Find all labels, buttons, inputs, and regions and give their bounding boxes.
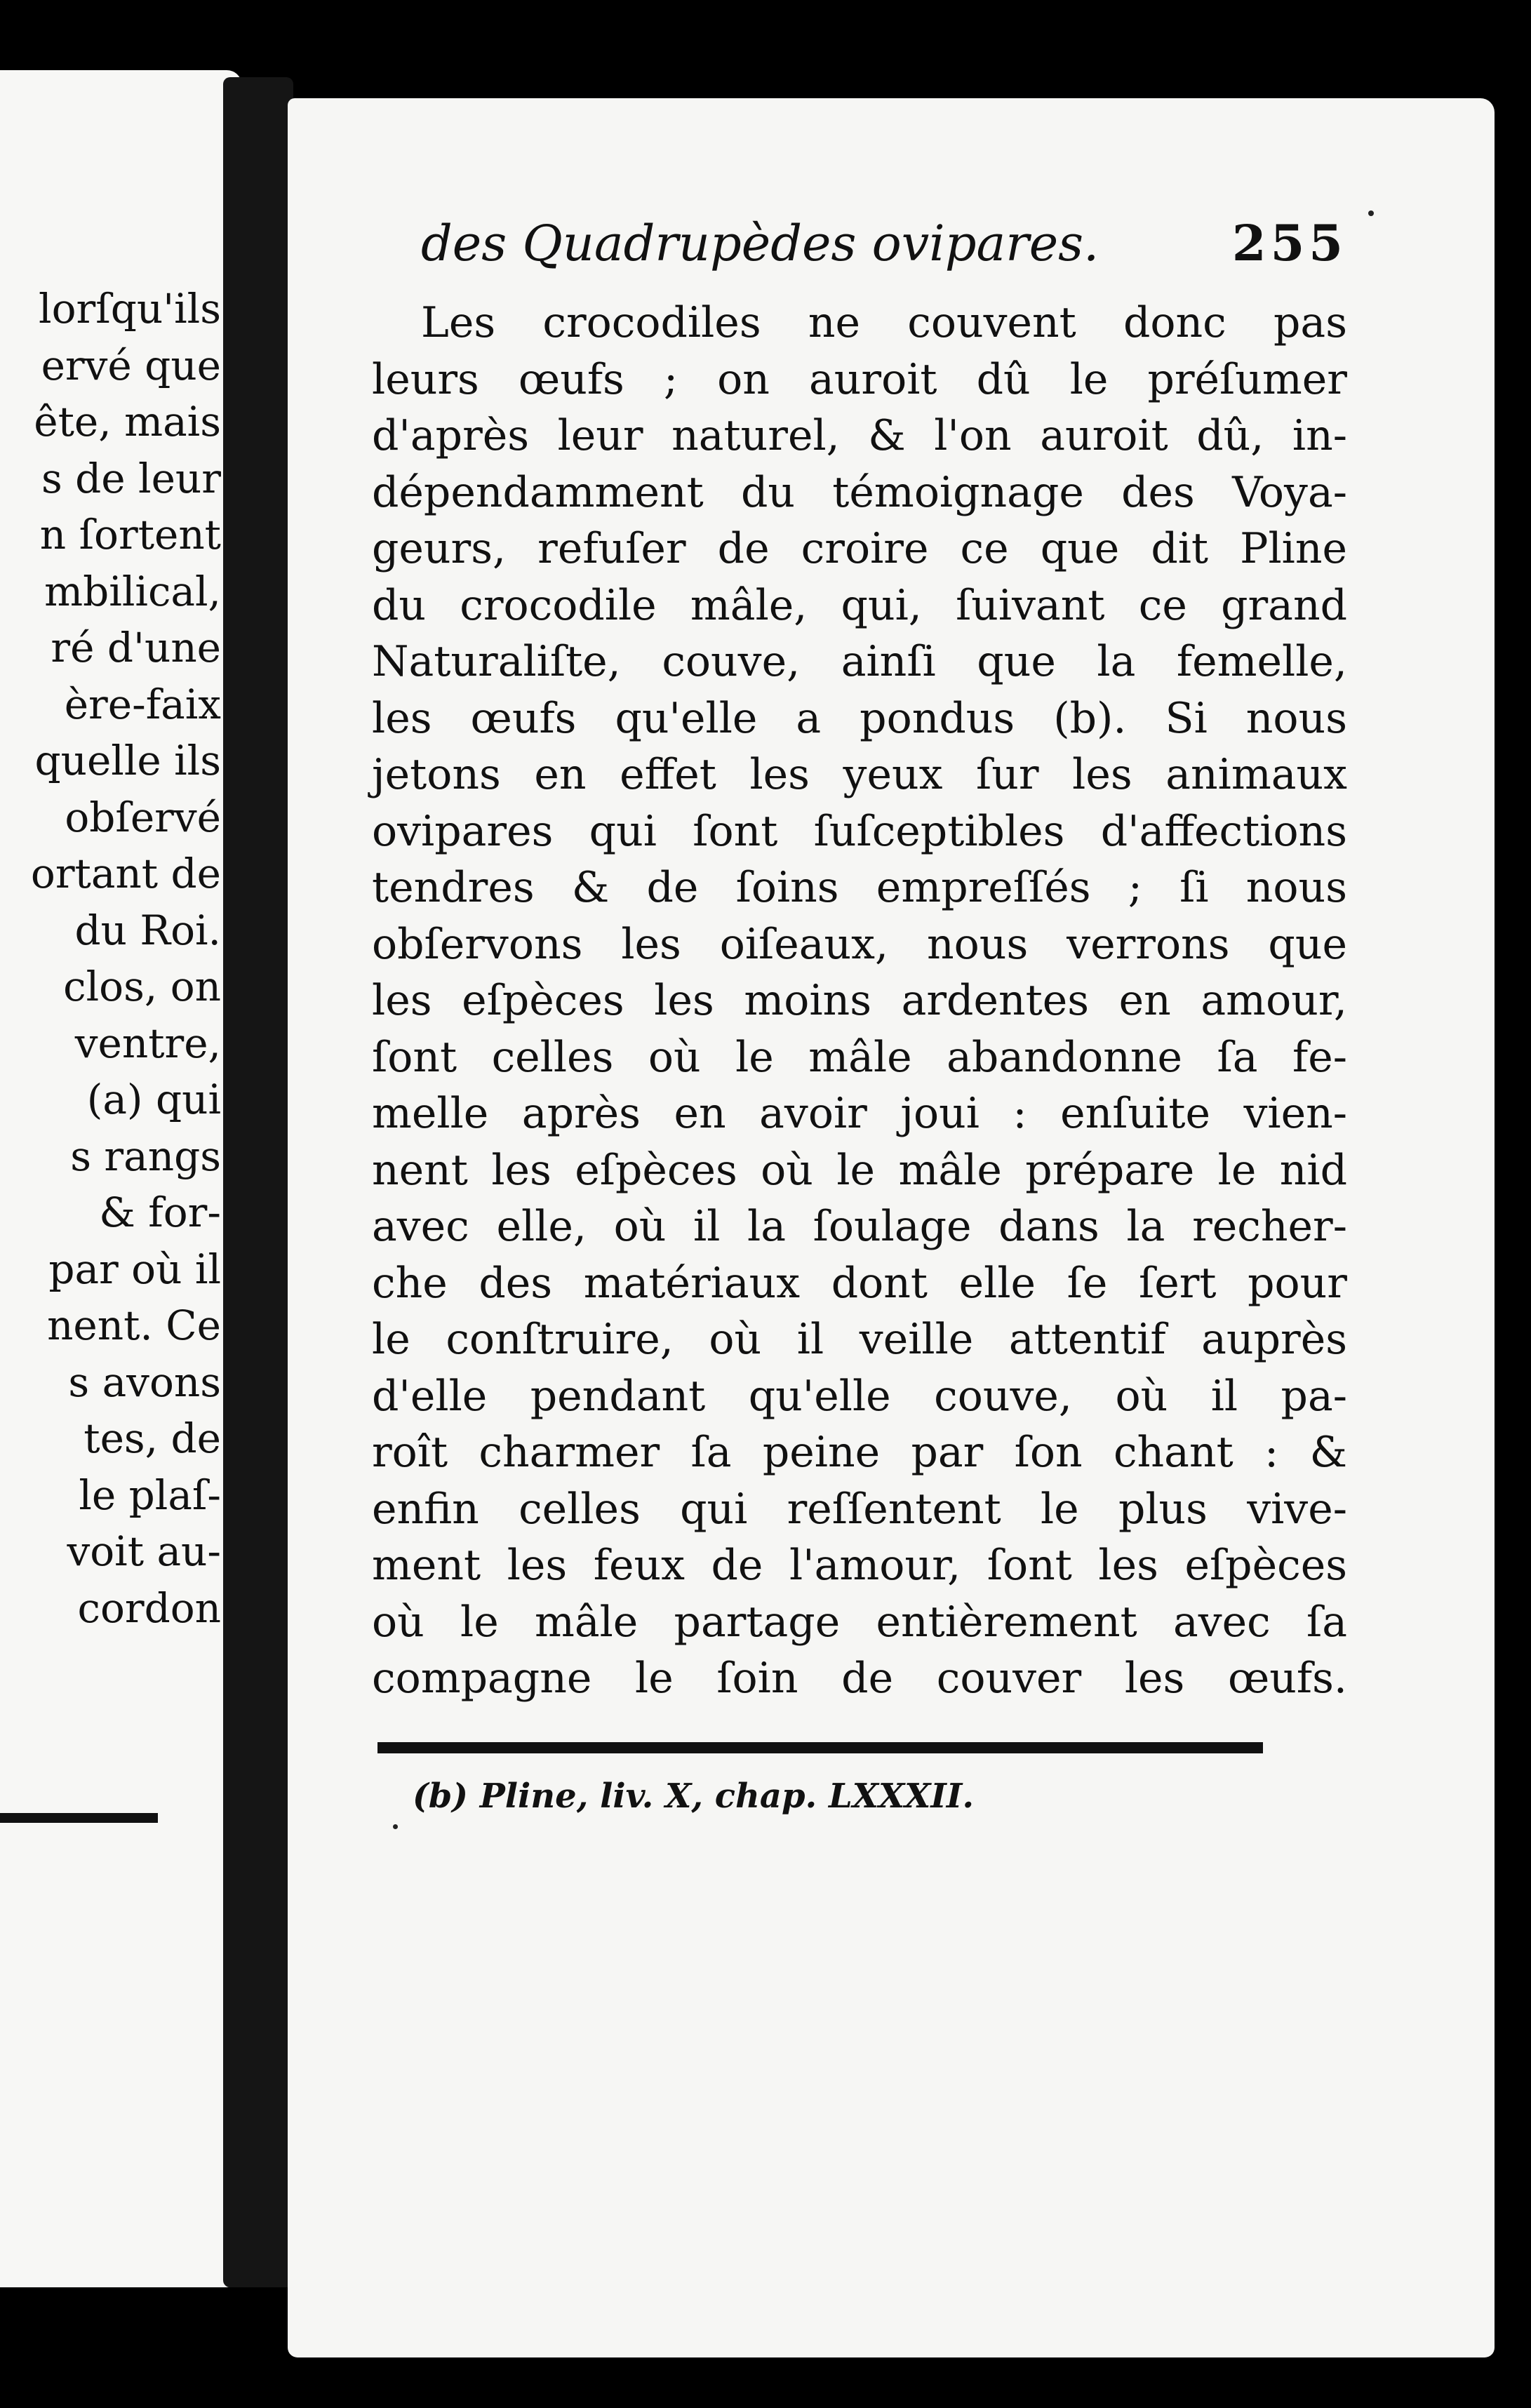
book-gutter bbox=[223, 77, 293, 2287]
body-line: jetons en effet les yeux ſur les animaux bbox=[372, 750, 1347, 799]
left-page bbox=[0, 70, 242, 2287]
left-page-line: nent. Ce bbox=[47, 1302, 221, 1349]
body-line: Les crocodiles ne couvent donc pas bbox=[421, 298, 1347, 347]
left-page-line: ré d'une bbox=[51, 624, 221, 671]
body-line: che des matériaux dont elle ſe ſert pour bbox=[372, 1258, 1347, 1308]
left-page-line: n ſortent bbox=[39, 511, 221, 558]
left-page-line: quelle ils bbox=[34, 737, 221, 784]
body-line: melle après en avoir joui : enſuite vien- bbox=[372, 1089, 1347, 1138]
left-page-line: mbilical, bbox=[44, 567, 221, 615]
left-page-line: ervé que bbox=[41, 341, 221, 389]
left-page-line: tes, de bbox=[83, 1414, 221, 1462]
body-line: obſervons les oiſeaux, nous verrons que bbox=[372, 919, 1347, 969]
body-line: ovipares qui ſont ſuſceptibles d'affections bbox=[372, 806, 1347, 856]
body-line: avec elle, où il la ſoulage dans la recher- bbox=[372, 1202, 1347, 1251]
left-page-text bbox=[0, 281, 221, 1636]
body-line: ment les feux de l'amour, ſont les eſpèces bbox=[372, 1541, 1347, 1590]
left-page-line: (a) qui bbox=[86, 1076, 221, 1123]
footnote-rule bbox=[377, 1742, 1263, 1753]
body-line: enfin celles qui reſſentent le plus vive- bbox=[372, 1484, 1347, 1534]
left-page-line: obſervé bbox=[65, 793, 221, 841]
body-line: d'après leur naturel, & l'on auroit dû, in- bbox=[372, 411, 1347, 460]
ink-speck bbox=[1368, 210, 1374, 216]
body-line: du crocodile mâle, qui, ſuivant ce grand bbox=[372, 580, 1347, 630]
body-line: roît charmer ſa peine par ſon chant : & bbox=[372, 1428, 1347, 1477]
body-line: où le mâle partage entièrement avec ſa bbox=[372, 1597, 1347, 1647]
left-page-line: le plaſ- bbox=[79, 1471, 221, 1519]
left-page-line: s rangs bbox=[70, 1132, 221, 1180]
body-line: Naturaliſte, couve, ainſi que la femelle, bbox=[372, 637, 1347, 686]
left-page-line: ère-faix bbox=[64, 680, 221, 728]
left-page-line: s de leur bbox=[41, 454, 221, 502]
body-line: compagne le ſoin de couver les œufs. bbox=[372, 1654, 1347, 1703]
page-number: 255 bbox=[1231, 214, 1347, 272]
body-line: les eſpèces les moins ardentes en amour, bbox=[372, 976, 1347, 1025]
left-page-line: s avons bbox=[68, 1358, 221, 1406]
body-line: d'elle pendant qu'elle couve, où il pa- bbox=[372, 1371, 1347, 1421]
body-line: nent les eſpèces où le mâle prépare le nid bbox=[372, 1145, 1347, 1195]
left-page-line: cordon bbox=[77, 1584, 221, 1632]
footnote: (b) Pline, liv. X, chap. LXXXII. bbox=[413, 1777, 975, 1816]
left-page-line: ête, mais bbox=[34, 398, 221, 446]
left-page-footnote-rule bbox=[0, 1813, 158, 1823]
right-page bbox=[288, 98, 1495, 2357]
left-page-line: lorſqu'ils bbox=[39, 285, 221, 333]
ink-speck bbox=[393, 1824, 398, 1829]
left-page-line: par où il bbox=[48, 1245, 221, 1293]
running-head bbox=[421, 214, 1347, 272]
running-head-title: des Quadrupèdes ovipares. bbox=[421, 215, 1099, 272]
left-page-line: ventre, bbox=[74, 1019, 221, 1067]
body-text bbox=[372, 295, 1347, 1707]
body-line: ſont celles où le mâle abandonne ſa fe- bbox=[372, 1032, 1347, 1082]
body-line: geurs, refuſer de croire ce que dit Pline bbox=[372, 524, 1347, 573]
left-page-line: & for- bbox=[99, 1189, 221, 1236]
left-page-line: ortant de bbox=[30, 850, 221, 897]
body-line: dépendamment du témoignage des Voya- bbox=[372, 467, 1347, 517]
left-page-line: du Roi. bbox=[74, 906, 221, 954]
body-line: tendres & de ſoins empreſſés ; ſi nous bbox=[372, 863, 1347, 912]
body-line: les œufs qu'elle a pondus (b). Si nous bbox=[372, 693, 1347, 743]
left-page-line: clos, on bbox=[63, 963, 221, 1010]
left-page-line: voit au- bbox=[67, 1527, 221, 1575]
body-line: le conſtruire, où il veille attentif auprès bbox=[372, 1315, 1347, 1364]
body-line: leurs œufs ; on auroit dû le préſumer bbox=[372, 354, 1347, 404]
